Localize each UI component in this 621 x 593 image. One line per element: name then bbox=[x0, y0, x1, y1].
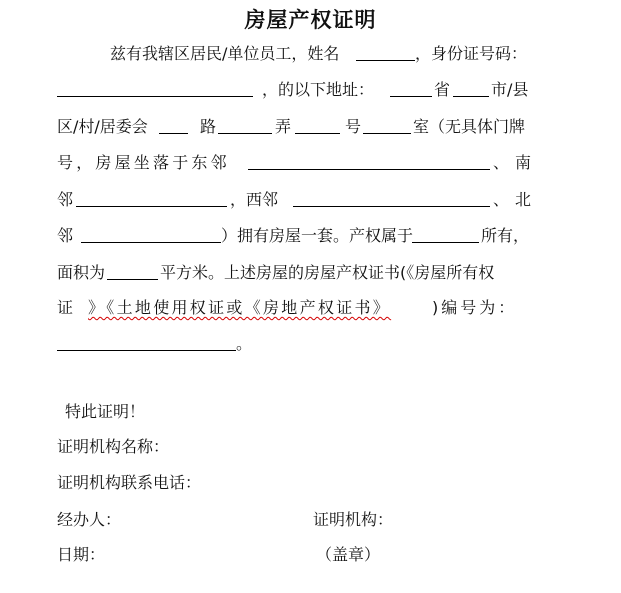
road-blank[interactable] bbox=[218, 133, 272, 134]
name-blank[interactable] bbox=[356, 60, 415, 61]
paragraph-line-6 bbox=[0, 221, 621, 251]
number-blank[interactable] bbox=[363, 133, 411, 134]
certificate-number-label: )编号为： bbox=[432, 298, 518, 317]
certifying-org-label: 证明机构： bbox=[313, 510, 394, 529]
date-label: 日期： bbox=[57, 545, 106, 564]
north-label: 北 bbox=[515, 190, 532, 209]
own-house-text: ）拥有房屋一套。产权属于 bbox=[221, 226, 414, 245]
area-blank[interactable] bbox=[107, 279, 158, 280]
certifying-org-name-label: 证明机构名称： bbox=[57, 437, 170, 456]
footer-hereby-line bbox=[0, 397, 621, 427]
paragraph-line-8 bbox=[0, 293, 621, 323]
footer-date-line bbox=[0, 540, 621, 570]
area-label: 面积为 bbox=[57, 263, 106, 282]
room-label: 室（无具体门牌 bbox=[413, 117, 526, 136]
paragraph-line-5 bbox=[0, 185, 621, 215]
east-neighbor-label: 号，房屋坐落于东邻 bbox=[57, 153, 230, 172]
paragraph-line-3 bbox=[0, 112, 621, 142]
province-blank[interactable] bbox=[390, 96, 432, 97]
end-period: 。 bbox=[236, 334, 253, 353]
footer-handler-line bbox=[0, 505, 621, 535]
west-neighbor-blank[interactable] bbox=[293, 206, 490, 207]
city-blank[interactable] bbox=[453, 96, 489, 97]
neighbor-label-2: 邻 bbox=[57, 226, 74, 245]
paragraph-line-7 bbox=[0, 258, 621, 288]
district-blank[interactable] bbox=[159, 133, 188, 134]
address-lead-text: ，的以下地址： bbox=[262, 80, 375, 99]
province-label: 省 bbox=[434, 80, 451, 99]
page-title: 房屋产权证明 bbox=[244, 8, 377, 32]
id-number-blank[interactable] bbox=[57, 96, 253, 97]
neighbor-label: 邻 bbox=[57, 190, 74, 209]
number-label: 号 bbox=[345, 117, 362, 136]
footer-org-name-line bbox=[0, 432, 621, 462]
certificate-word: 证 bbox=[57, 298, 74, 317]
south-label: 南 bbox=[515, 153, 532, 172]
south-comma: 、 bbox=[493, 153, 510, 172]
east-neighbor-blank[interactable] bbox=[248, 169, 490, 170]
hereby-certify-text: 特此证明！ bbox=[65, 402, 146, 421]
footer-org-phone-line bbox=[0, 468, 621, 498]
west-neighbor-label: ，西邻 bbox=[230, 190, 279, 209]
lane-label: 弄 bbox=[275, 117, 292, 136]
south-neighbor-blank[interactable] bbox=[76, 206, 227, 207]
handler-label: 经办人： bbox=[57, 510, 122, 529]
paragraph-line-1 bbox=[0, 39, 621, 69]
id-number-label: ，身份证号码： bbox=[415, 44, 528, 63]
paragraph-line-4 bbox=[0, 148, 621, 178]
owned-text: 所有， bbox=[481, 226, 530, 245]
city-label: 市/县 bbox=[491, 80, 529, 99]
north-neighbor-blank[interactable] bbox=[81, 242, 221, 243]
seal-label: （盖章） bbox=[316, 545, 381, 564]
owner-blank[interactable] bbox=[412, 242, 479, 243]
certificate-text: 平方米。上述房屋的房屋产权证书(《房屋所有权 bbox=[160, 263, 495, 282]
certificate-number-blank[interactable] bbox=[57, 350, 236, 351]
certifying-org-phone-label: 证明机构联系电话： bbox=[57, 473, 202, 492]
certificate-types-text: 》《土地使用权证或《房地产权证书》 bbox=[88, 298, 392, 317]
road-label: 路 bbox=[200, 117, 217, 136]
north-comma: 、 bbox=[493, 190, 510, 209]
paragraph-line-9 bbox=[0, 329, 621, 359]
district-label: 区/村/居委会 bbox=[57, 117, 148, 136]
lane-blank[interactable] bbox=[295, 133, 340, 134]
intro-text: 兹有我辖区居民/单位员工，姓名 bbox=[110, 44, 340, 63]
paragraph-line-2 bbox=[0, 75, 621, 105]
